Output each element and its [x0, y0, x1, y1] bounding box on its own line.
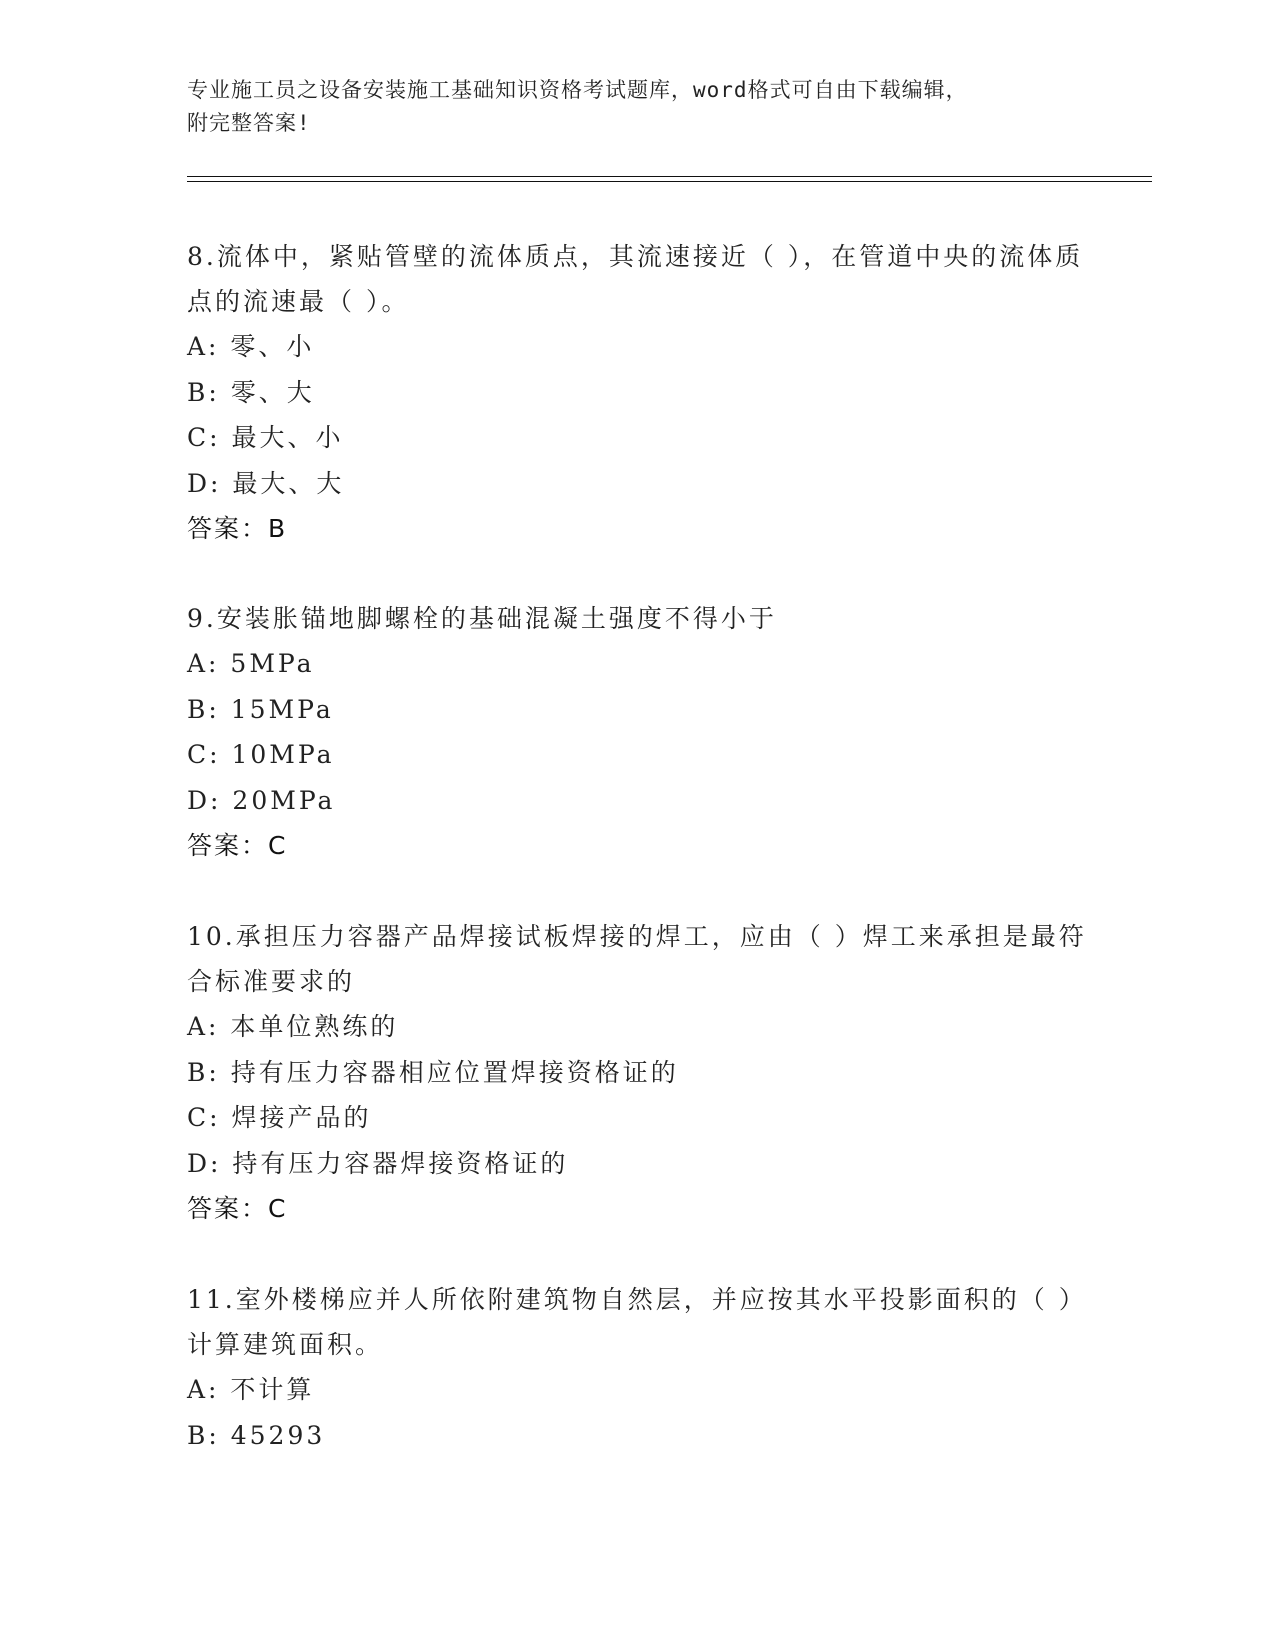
question-answer: 答案：C — [187, 1194, 288, 1223]
question-stem: 11.室外楼梯应并人所依附建筑物自然层，并应按其水平投影面积的（ ）计算建筑面积。 — [187, 1285, 1087, 1359]
option-b: B: 15MPa — [187, 694, 334, 724]
option-a: A: 零、小 — [187, 332, 315, 361]
option-a: A: 不计算 — [187, 1375, 315, 1404]
option-c: C: 焊接产品的 — [187, 1103, 372, 1132]
header-divider-bottom — [187, 181, 1152, 182]
option-d: D: 最大、大 — [187, 468, 345, 498]
document-header — [187, 74, 1087, 140]
option-b: B: 持有压力容器相应位置焊接资格证的 — [187, 1057, 679, 1087]
option-d: D: 20MPa — [187, 785, 336, 815]
option-a: A: 本单位熟练的 — [187, 1012, 399, 1041]
header-divider-top — [187, 176, 1152, 177]
option-c: C: 最大、小 — [187, 423, 344, 452]
option-b: B: 零、大 — [187, 377, 315, 407]
question-answer: 答案：B — [187, 514, 288, 543]
option-b: B: 45293 — [187, 1420, 326, 1450]
question-10 — [187, 914, 1087, 1232]
question-8 — [187, 234, 1087, 552]
header-line-1: 专业施工员之设备安装施工基础知识资格考试题库，word格式可自由下载编辑， — [187, 78, 968, 102]
question-stem: 10.承担压力容器产品焊接试板焊接的焊工，应由（ ）焊工来承担是最符合标准要求的 — [187, 922, 1087, 996]
question-answer: 答案：C — [187, 831, 288, 860]
option-a: A: 5MPa — [187, 649, 315, 678]
option-c: C: 10MPa — [187, 740, 335, 769]
option-d: D: 持有压力容器焊接资格证的 — [187, 1148, 569, 1178]
header-line-2: 附完整答案! — [187, 111, 311, 135]
question-stem: 9.安装胀锚地脚螺栓的基础混凝土强度不得小于 — [187, 604, 777, 633]
question-stem: 8.流体中，紧贴管壁的流体质点，其流速接近（ ），在管道中央的流体质点的流速最（ ）。 — [187, 242, 1084, 316]
question-11 — [187, 1277, 1087, 1458]
question-9 — [187, 596, 1087, 869]
